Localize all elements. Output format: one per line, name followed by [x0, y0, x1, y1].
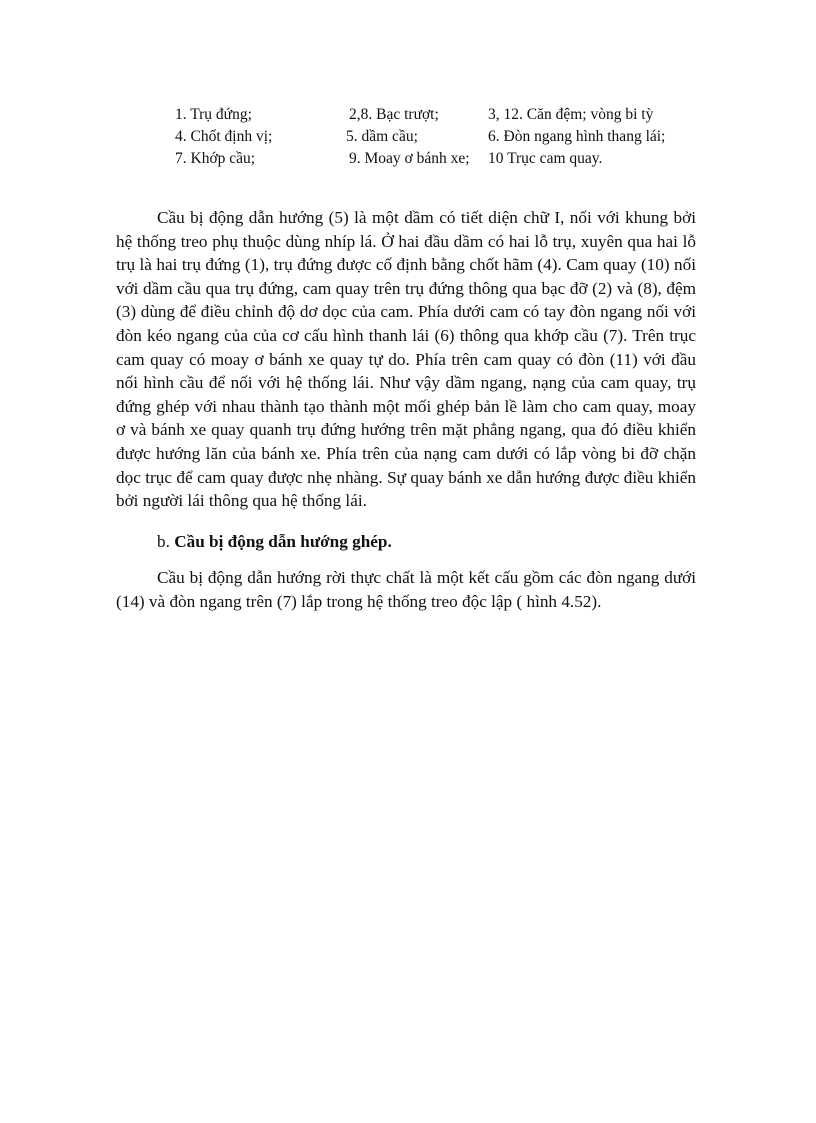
body-paragraph: Cầu bị động dẫn hướng (5) là một dầm có tiết diện chữ I, nối với khung bởi hệ thống treo phụ thuộc dùng nhíp lá. Ở hai đầu dầm có hai lỗ trụ, xuyên qua hai lỗ trụ là hai trụ đứng (1), trụ đứng được cố định bằng chốt hãm (4). Cam quay (10) nối với dầm cầu qua trụ đứng, cam quay trên trụ đứng thông qua bạc đỡ (2) và (8), đệm (3) dùng để điều chỉnh độ dơ dọc của cam. Phía dưới cam có tay đòn ngang nối với đòn kéo ngang của của cơ cấu hình thanh lái (6) thông qua khớp cầu (7). Trên trục cam quay có moay ơ bánh xe quay tự do. Phía trên cam quay có đòn (11) với đầu nối hình cầu để nối với hệ thống lái. Như vậy dầm ngang, nạng của cam quay, trụ đứng ghép với nhau thành tạo thành một mối ghép bản lề làm cho cam quay, moay ơ và bánh xe quay quanh trụ đứng hướng trên mặt phẳng ngang, qua đó điều khiển được hướng lăn của bánh xe. Phía trên của nạng cam dưới có lắp vòng bi đỡ chặn dọc trục để cam quay được nhẹ nhàng. Sự quay bánh xe dẫn hướng được điều khiển bởi người lái thông qua hệ thống lái.	[116, 208, 696, 511]
section-heading	[116, 530, 696, 554]
section-heading-prefix: b.	[157, 531, 175, 551]
legend-item: 7. Khớp cầu;	[175, 150, 256, 167]
legend-item: 5. dầm cầu;	[346, 128, 418, 145]
legend-row	[0, 126, 816, 148]
legend-row	[0, 148, 816, 170]
legend-item: 3, 12. Căn đệm; vòng bi tỳ	[488, 106, 654, 123]
legend-item: 6. Đòn ngang hình thang lái;	[488, 128, 666, 145]
legend-item: 2,8. Bạc trượt;	[349, 106, 439, 123]
legend-row	[0, 104, 816, 126]
body-paragraph: Cầu bị động dẫn hướng rời thực chất là một kết cấu gồm các đòn ngang dưới (14) và đòn ngang trên (7) lắp trong hệ thống treo độc lập ( hình 4.52).	[116, 568, 696, 611]
legend-item: 9. Moay ơ bánh xe;	[349, 150, 470, 167]
figure-legend	[0, 104, 816, 170]
document-body	[116, 206, 696, 614]
section-heading-title: Cầu bị động dẫn hướng ghép.	[174, 531, 392, 551]
legend-item: 4. Chốt định vị;	[175, 128, 273, 145]
legend-item: 10 Trục cam quay.	[488, 150, 603, 167]
legend-item: 1. Trụ đứng;	[175, 106, 252, 123]
